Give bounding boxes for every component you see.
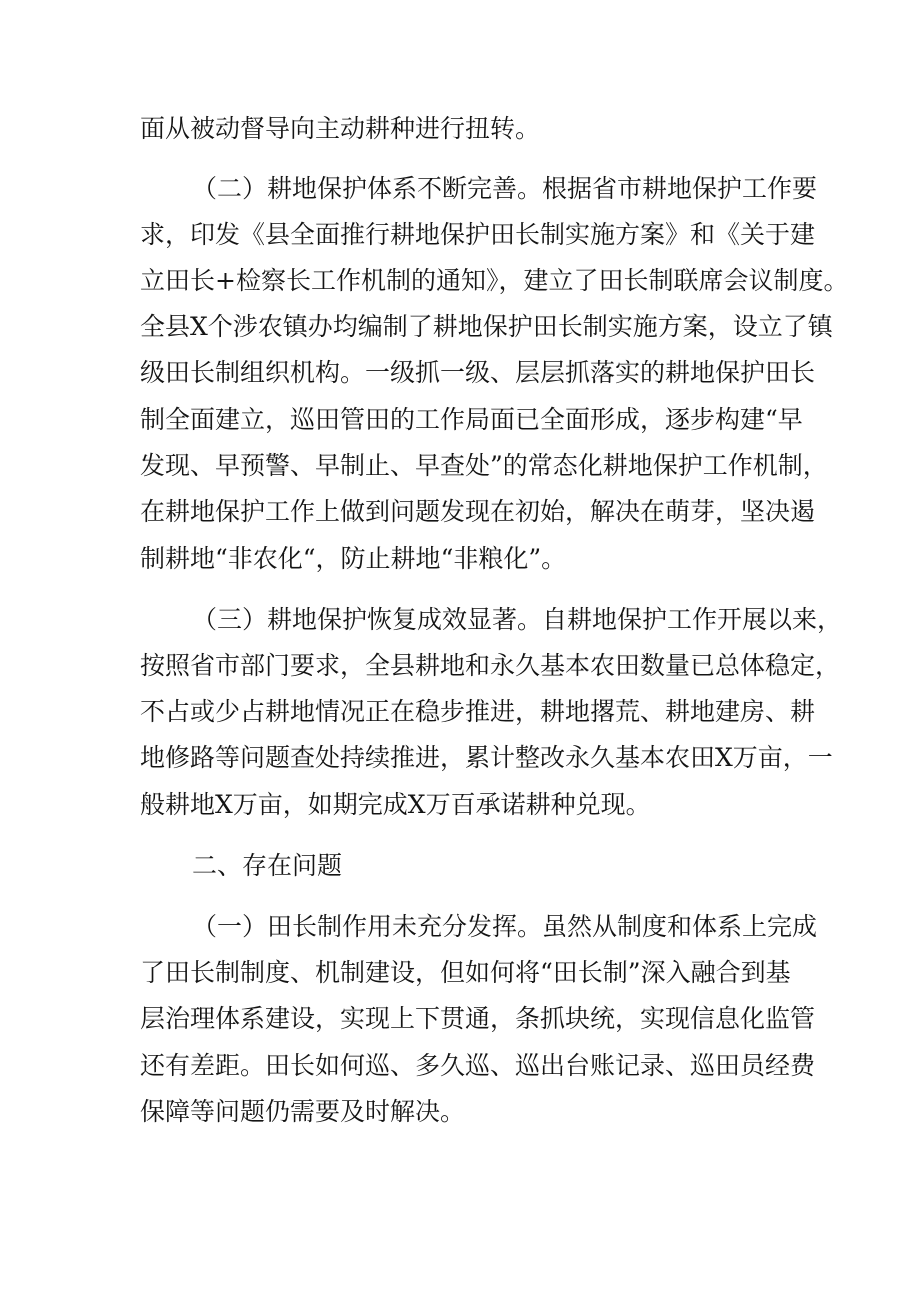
text-line: 求，印发《县全面推行耕地保护田长制实施方案》和《关于建 [140,220,816,249]
text-line: 地修路等问题查处持续推进，累计整改永久基本农田X万亩，一 [140,743,833,772]
text-line: 立田长+检察长工作机制的通知》，建立了田长制联席会议制度。 [140,266,849,295]
text-line: 层治理体系建设，实现上下贯通，条抓块统，实现信息化监管 [140,1004,816,1033]
text-line: 还有差距。田长如何巡、多久巡、巡出台账记录、巡田员经费 [140,1051,816,1080]
text-line: 在耕地保护工作上做到问题发现在初始，解决在萌芽，坚决遏 [140,497,816,526]
text-line: 发现、早预警、早制止、早查处”的常态化耕地保护工作机制， [140,451,828,480]
section-heading: 二、存在问题 [192,851,343,880]
paragraph-heading-line: （三）耕地保护恢复成效显著。自耕地保护工作开展以来， [192,605,843,634]
text-line: 制耕地“非农化“，防止耕地“非粮化”。 [140,544,567,573]
paragraph-heading-line: （二）耕地保护体系不断完善。根据省市耕地保护工作要 [192,174,818,203]
text-line: 般耕地X万亩，如期完成X万百承诺耕种兑现。 [140,790,651,819]
text-line: 级田长制组织机构。一级抓一级、层层抓落实的耕地保护田长 [140,358,816,387]
text-line: 按照省市部门要求，全县耕地和永久基本农田数量已总体稳定， [140,651,841,680]
paragraph-heading-line: （一）田长制作用未充分发挥。虽然从制度和体系上完成 [192,912,818,941]
text-line: 制全面建立，巡田管田的工作局面已全面形成，逐步构建“早 [140,405,803,434]
text-line: 不占或少占耕地情况正在稳步推进，耕地撂荒、耕地建房、耕 [140,697,816,726]
text-line: 全县X个涉农镇办均编制了耕地保护田长制实施方案，设立了镇 [140,312,833,341]
text-line: 面从被动督导向主动耕种进行扭转。 [140,114,541,143]
text-line: 保障等问题仍需要及时解决。 [140,1097,466,1126]
text-line: 了田长制制度、机制建设，但如何将“田长制”深入融合到基 [140,958,791,987]
